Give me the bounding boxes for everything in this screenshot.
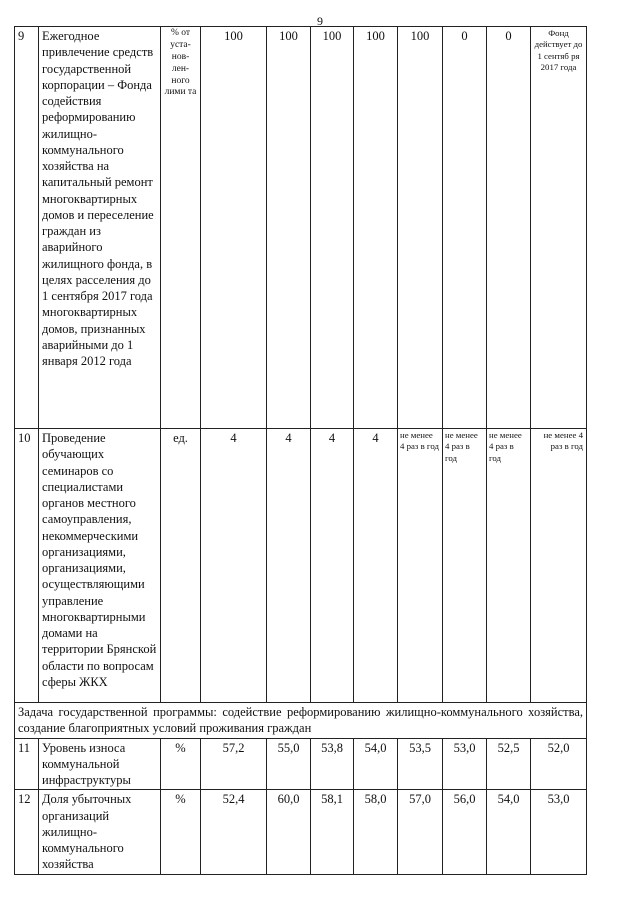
program-task-text: Задача государственной программы: содействие реформированию жилищно-коммунального хозяйства, создание благоприятных условий проживания граждан	[15, 703, 587, 739]
value-cell: 54,0	[354, 738, 398, 790]
value-cell: 4	[311, 429, 354, 703]
value-cell: 60,0	[267, 790, 311, 874]
row-number: 10	[15, 429, 39, 703]
indicator-name: Проведение обучающих семинаров со специалистами органов местного самоуправления, некоммерческими организациями, организациями, осуществляющими управление многоквартирными домами на территории Брянской области по вопросам сферы ЖКХ	[39, 429, 161, 703]
value-cell-final: не менее 4 раз в год	[531, 429, 587, 703]
value-cell: 100	[311, 27, 354, 429]
table-row	[15, 738, 587, 790]
indicators-table	[14, 26, 587, 875]
value-cell: 54,0	[487, 790, 531, 874]
value-cell: 55,0	[267, 738, 311, 790]
row-number: 9	[15, 27, 39, 429]
value-cell: 53,8	[311, 738, 354, 790]
value-cell: 53,5	[398, 738, 443, 790]
value-cell-final: 52,0	[531, 738, 587, 790]
table-row	[15, 790, 587, 874]
page-number: 9	[317, 14, 323, 28]
task-row	[15, 703, 587, 739]
value-cell: не менее 4 раз в год	[398, 429, 443, 703]
unit-cell: ед.	[161, 429, 201, 703]
value-cell: не менее 4 раз в год	[443, 429, 487, 703]
indicator-name: Ежегодное привлечение средств государственной корпорации – Фонда содействия реформированию жилищно-коммунального хозяйства на капитальный ремонт многоквартирных домов и переселение граждан из аварийного жилищного фонда, в целях расселения до 1 сентября 2017 года многоквартирных домов, признанных аварийными до 1 января 2012 года	[39, 27, 161, 429]
value-cell: 0	[443, 27, 487, 429]
unit-cell: % от уста-нов-лен-ного лими та	[161, 27, 201, 429]
value-cell: 0	[487, 27, 531, 429]
value-cell: не менее 4 раз в год	[487, 429, 531, 703]
value-cell: 4	[201, 429, 267, 703]
indicator-name: Уровень износа коммунальной инфраструктуры	[39, 738, 161, 790]
value-cell: 58,1	[311, 790, 354, 874]
value-cell: 100	[398, 27, 443, 429]
value-cell: 56,0	[443, 790, 487, 874]
value-cell: 100	[354, 27, 398, 429]
value-cell: 53,0	[443, 738, 487, 790]
value-cell: 4	[354, 429, 398, 703]
value-cell: 4	[267, 429, 311, 703]
table-row	[15, 429, 587, 703]
value-cell: 57,2	[201, 738, 267, 790]
row-number: 11	[15, 738, 39, 790]
value-cell-final: 53,0	[531, 790, 587, 874]
unit-cell: %	[161, 790, 201, 874]
value-cell-final: Фонд действует до 1 сентяб ря 2017 года	[531, 27, 587, 429]
value-cell: 58,0	[354, 790, 398, 874]
value-cell: 57,0	[398, 790, 443, 874]
value-cell: 52,5	[487, 738, 531, 790]
table-row	[15, 27, 587, 429]
unit-cell: %	[161, 738, 201, 790]
value-cell: 100	[201, 27, 267, 429]
indicator-name: Доля убыточных организаций жилищно-коммунального хозяйства	[39, 790, 161, 874]
row-number: 12	[15, 790, 39, 874]
value-cell: 52,4	[201, 790, 267, 874]
value-cell: 100	[267, 27, 311, 429]
